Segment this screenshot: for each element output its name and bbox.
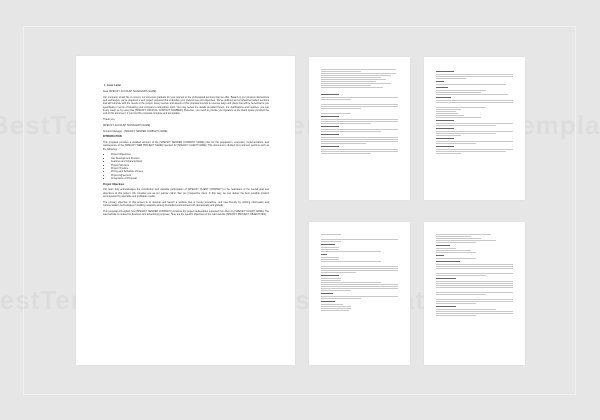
- thumbnail-text-lines: [436, 69, 513, 155]
- list-item: • Acceptance of Proposal: [111, 177, 269, 180]
- page-thumbnail-2[interactable]: [309, 57, 410, 200]
- document-page-main[interactable]: [76, 56, 295, 365]
- thumbnail-text-lines: [321, 69, 398, 155]
- signature-name: [SPECIFY ACCOUNT MANAGER'S NAME]: [103, 123, 151, 127]
- thumbnail-text-lines: [436, 234, 513, 317]
- list-item: • Project Structure: [111, 164, 269, 167]
- objectives-paragraph: This proposal will explain how [SPECIFY SENDER COMPANY] conducts the project deliverables expected from them by [SPECIFY CLIENT NAME]. The said website is created for business and advertising purposes. Here are the specific objectives of the said website [SPECIFY PROJECT OBJECTIVES]:: [103, 209, 269, 217]
- list-item: • Pricing and Schedule of Fees: [111, 170, 269, 173]
- introduction-heading: INTRODUCTION: [103, 135, 122, 139]
- thumb-heading: [321, 94, 339, 95]
- signature-title: Account Manager - [SPECIFY SENDER COMPANY NAME]: [103, 129, 168, 133]
- thumbnail-text-lines: [321, 234, 398, 312]
- salutation: Dear [SPECIFY ACCOUNT MANAGER'S NAME],: [103, 89, 157, 93]
- list-item: • Project Timeline: [111, 167, 269, 170]
- objectives-paragraph: The primary objective of this project is to develop and launch a website that is trendy, interactive, and user-friendly by utilizing information and communication technologies in building networks among diversified communities both domestically and globally.: [103, 200, 269, 208]
- main-page-content: [103, 84, 269, 219]
- list-item: • Features and Characteristics: [111, 160, 269, 163]
- list-item: • Project Objectives: [111, 153, 269, 156]
- cover-paragraph: Our company would like to convey our sincerest gratitude for your interest in the professional services that we offer. Based on our previous discussions and exchanges, we've prepared a web project proposal that embodies your preferences and objectives. We've outlined and emphasized salient sections that will coincide with the needs of the project. Every section and aspect of this proposal intends to execute ways and plans that will be beneficial to you specifically in terms of boosting your company's competitive spirit. You may review the details provided herein. For clarifications and inquiries, you can freely reach us by using this [SPECIFY OFFICIAL CONTACT NUMBER]. Moreover, you need to provide you signature at the blank space provided the end of this document, if you find this proposal complete and acceptable.: [103, 95, 269, 116]
- page-thumbnail-5[interactable]: [424, 222, 525, 365]
- page-thumbnail-4[interactable]: [309, 222, 410, 365]
- list-item: • Project Agreement: [111, 174, 269, 177]
- intro-paragraph: This proposal provides a detailed account of the [SPECIFY SENDER COMPANY NAME] plan for the preparation, execution, implementation, and maintenance of the [SPECIFY WEB PROJECT NAME] intended for [SPECIFY CLIENT NAME]. This document is divided into pertinent sections such as the following:: [103, 141, 269, 151]
- objectives-paragraph: Our team duly acknowledges the contribution and valuable participation of [SPECIFY CLIENT COMPANY] in the realization of the overall goal and objectives of this project. We consider you as our partner rather than our prospective client. In this way, we can deliver the best possible product accompanied by favorable and profitable results.: [103, 188, 269, 199]
- intro-list: [103, 153, 269, 180]
- list-item: • Our Development Process: [111, 157, 269, 160]
- cover-letter-heading: 1. Cover Letter: [104, 84, 122, 87]
- objectives-heading: Project Objectives: [103, 182, 125, 186]
- closing: Thank you,: [103, 118, 116, 122]
- page-thumbnail-3[interactable]: [424, 57, 525, 200]
